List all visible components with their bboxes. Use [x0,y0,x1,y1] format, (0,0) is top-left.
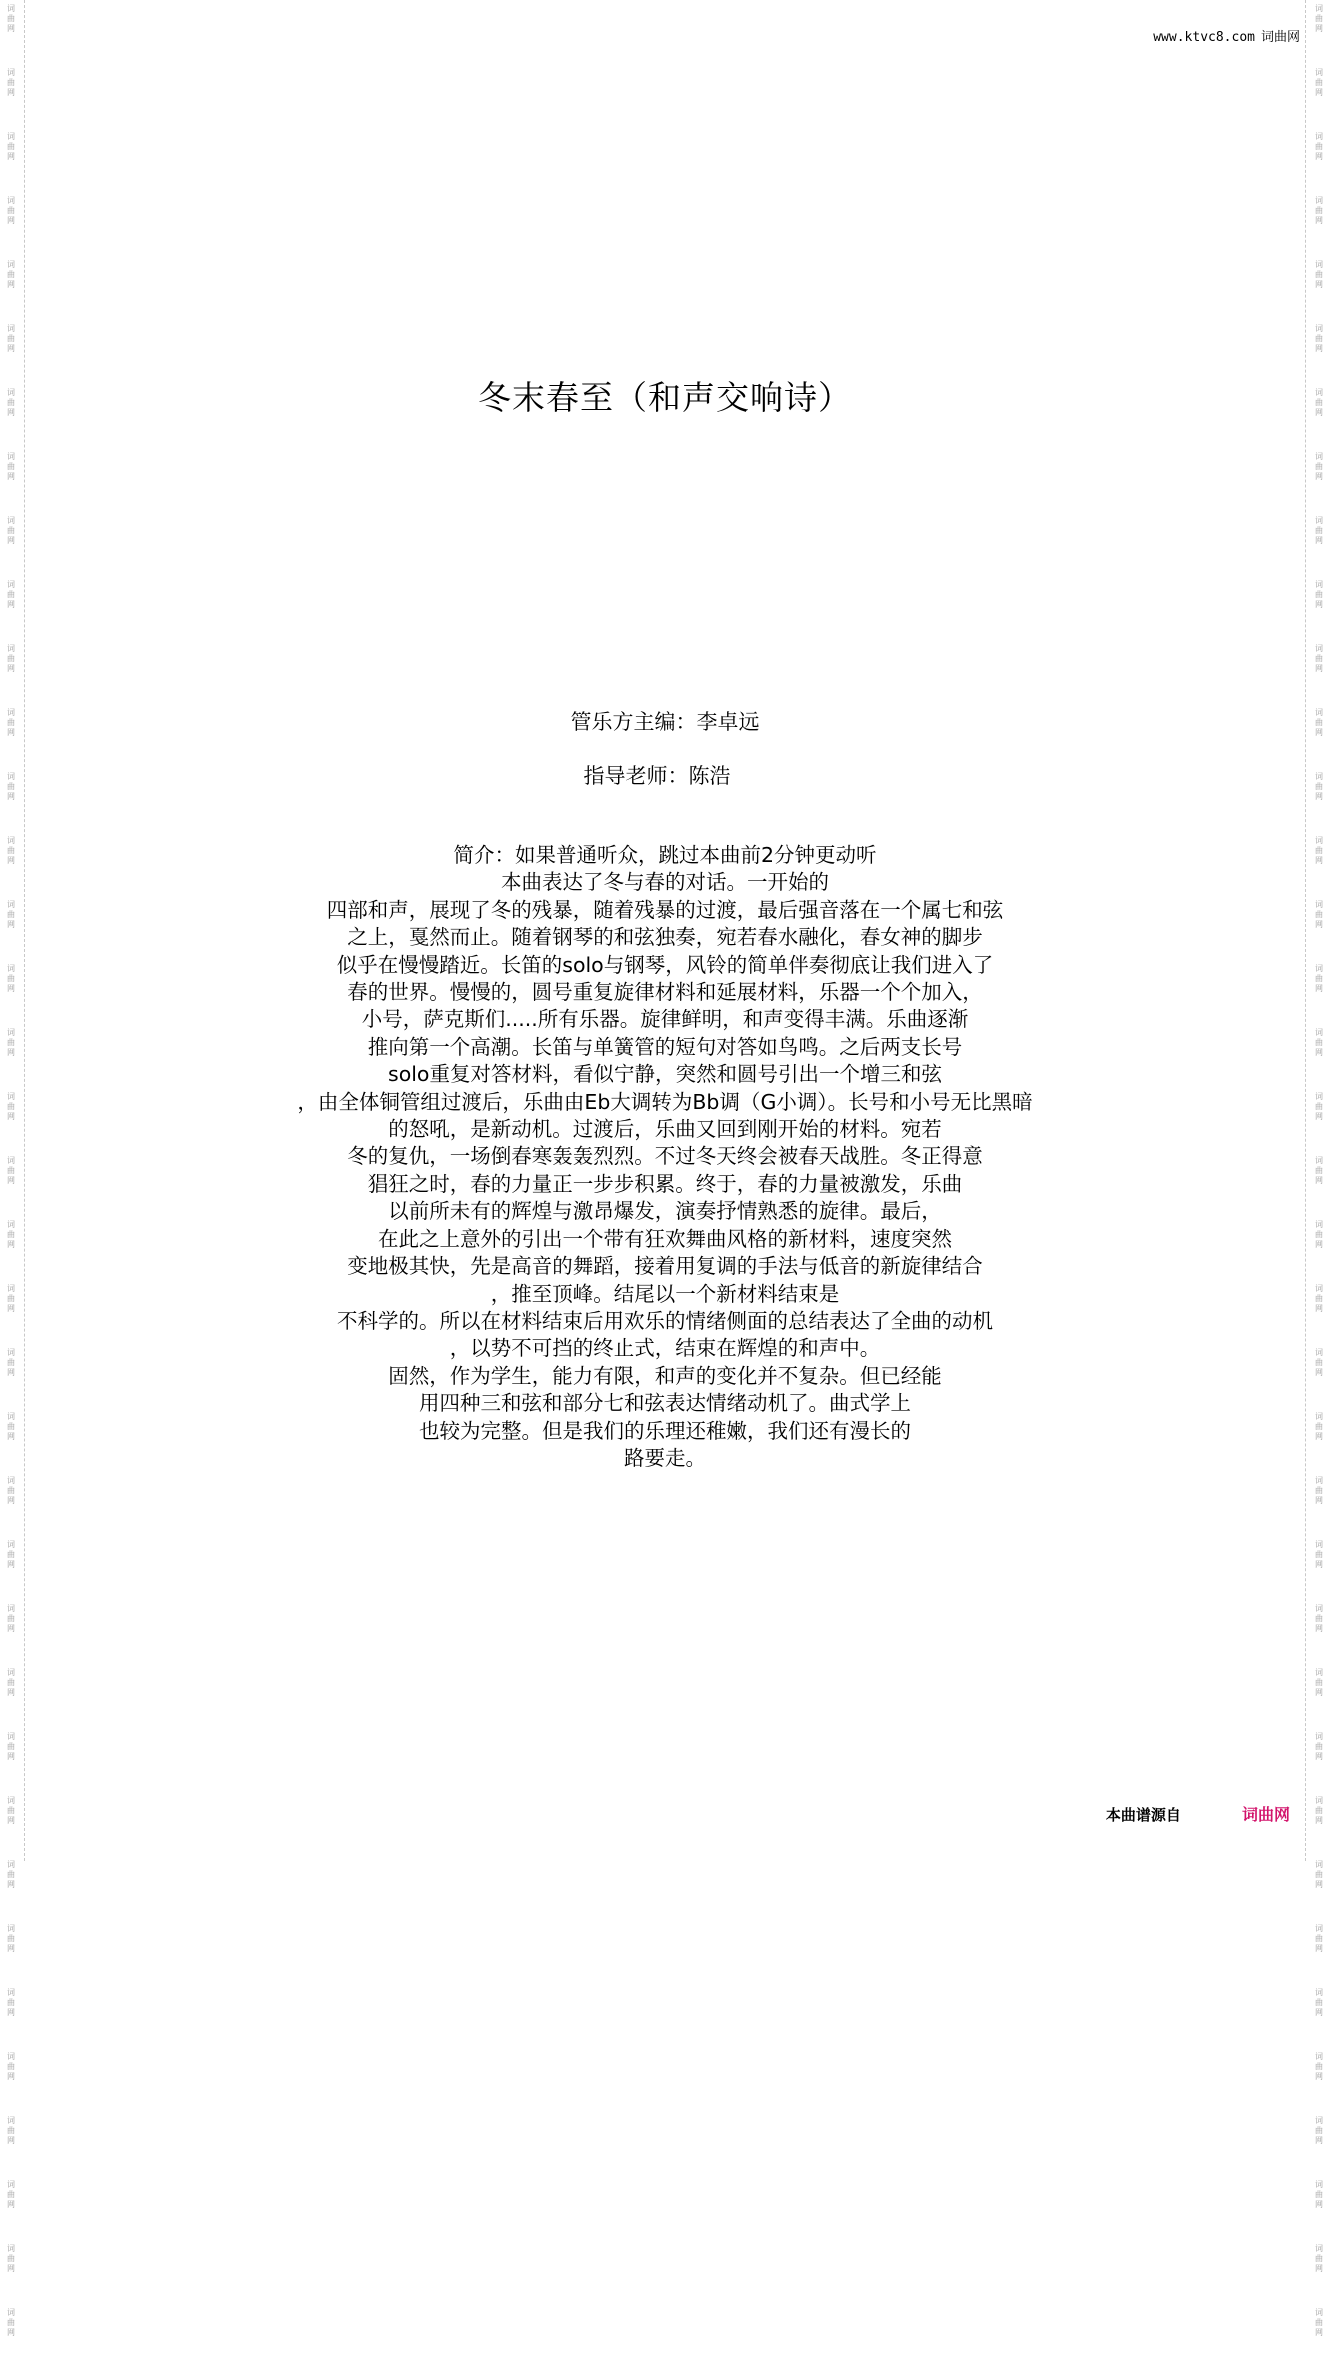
watermark-mark: 词 曲 网 [1315,836,1323,865]
watermark-mark: 词 曲 网 [7,1284,15,1313]
watermark-mark: 词 曲 网 [7,772,15,801]
watermark-mark: 词 曲 网 [1315,260,1323,289]
watermark-mark: 词 曲 网 [1315,708,1323,737]
watermark-mark: 词 曲 网 [1315,4,1323,33]
watermark-mark: 词 曲 网 [7,260,15,289]
watermark-mark: 词 曲 网 [1315,1156,1323,1185]
site-header [1153,26,1300,45]
intro-line: 推向第一个高潮。长笛与单簧管的短句对答如鸟鸣。之后两支长号 [367,1034,963,1059]
page-footer [1106,1802,1290,1825]
intro-line: 不科学的。所以在材料结束后用欢乐的情绪侧面的总结表达了全曲的动机 [337,1308,993,1333]
watermark-mark: 词 曲 网 [1315,1284,1323,1313]
watermark-mark: 词 曲 网 [1315,1412,1323,1441]
watermark-mark: 词 曲 网 [7,900,15,929]
intro-line: 简介：如果普通听众，跳过本曲前2分钟更动听 [453,843,877,867]
site-name: 词曲网 [1260,30,1300,45]
intro-line: 春的世界。慢慢的，圆号重复旋律材料和延展材料，乐器一个个加入， [347,980,983,1005]
watermark-mark: 词 曲 网 [1315,2052,1323,2081]
watermark-mark: 词 曲 网 [7,2180,15,2209]
watermark-mark: 词 曲 网 [1315,580,1323,609]
watermark-mark: 词 曲 网 [7,1156,15,1185]
watermark-mark: 词 曲 网 [7,1412,15,1441]
page-title: 冬末春至（和声交响诗） [478,378,852,417]
intro-line: 的怒吼，是新动机。过渡后，乐曲又回到刚开始的材料。宛若 [388,1117,942,1142]
watermark-mark: 词 曲 网 [1315,644,1323,673]
advisor-credit: 指导老师：陈浩 [583,764,731,788]
watermark-mark: 词 曲 网 [7,964,15,993]
editor-credit: 管乐方主编：李卓远 [570,710,760,734]
watermark-mark: 词 曲 网 [7,1540,15,1569]
watermark-mark: 词 曲 网 [7,516,15,545]
watermark-mark: 词 曲 网 [1315,196,1323,225]
watermark-mark: 词 曲 网 [7,1604,15,1633]
watermark-mark: 词 曲 网 [1315,964,1323,993]
watermark-mark: 词 曲 网 [1315,1092,1323,1121]
watermark-mark: 词 曲 网 [7,580,15,609]
intro-line: 固然，作为学生，能力有限，和声的变化并不复杂。但已经能 [388,1363,942,1388]
site-logo-link[interactable]: 词曲网 [1241,1805,1290,1824]
watermark-mark: 词 曲 网 [7,68,15,97]
watermark-mark: 词 曲 网 [1315,1604,1323,1633]
intro-line: 之上，戛然而止。随着钢琴的和弦独奏，宛若春水融化，春女神的脚步 [347,925,983,950]
watermark-mark: 词 曲 网 [7,1220,15,1249]
watermark-mark: 词 曲 网 [7,2052,15,2081]
watermark-mark: 词 曲 网 [7,644,15,673]
watermark-mark: 词 曲 网 [1315,452,1323,481]
watermark-mark: 词 曲 网 [1315,1476,1323,1505]
watermark-mark: 词 曲 网 [1315,2244,1323,2273]
intro-text [0,842,1330,1472]
watermark-mark: 词 曲 网 [1315,772,1323,801]
watermark-mark: 词 曲 网 [7,708,15,737]
intro-line: ，推至顶峰。结尾以一个新材料结束是 [490,1281,840,1306]
watermark-mark: 词 曲 网 [1315,1860,1323,1889]
watermark-mark: 词 曲 网 [7,1732,15,1761]
watermark-mark: 词 曲 网 [1315,1668,1323,1697]
intro-line: 路要走。 [624,1445,706,1470]
intro-line: 在此之上意外的引出一个带有狂欢舞曲风格的新材料，速度突然 [378,1226,952,1251]
intro-line: 本曲表达了冬与春的对话。一开始的 [501,870,829,895]
watermark-mark: 词 曲 网 [1315,516,1323,545]
site-url-link[interactable]: www.ktvc8.com [1153,30,1255,45]
watermark-mark: 词 曲 网 [7,1924,15,1953]
watermark-mark: 词 曲 网 [7,4,15,33]
watermark-mark: 词 曲 网 [1315,1796,1323,1825]
watermark-mark: 词 曲 网 [1315,2180,1323,2209]
watermark-mark: 词 曲 网 [1315,1028,1323,1057]
watermark-mark: 词 曲 网 [7,2244,15,2273]
watermark-mark: 词 曲 网 [7,132,15,161]
watermark-mark: 词 曲 网 [1315,1348,1323,1377]
intro-line: 以前所未有的辉煌与激昂爆发，演奏抒情熟悉的旋律。最后， [388,1199,942,1224]
watermark-mark: 词 曲 网 [1315,2116,1323,2145]
watermark-mark: 词 曲 网 [7,1476,15,1505]
watermark-mark: 词 曲 网 [7,324,15,353]
intro-line: solo重复对答材料，看似宁静，突然和圆号引出一个增三和弦 [388,1062,942,1087]
watermark-mark: 词 曲 网 [1315,1988,1323,2017]
intro-line: 变地极其快，先是高音的舞蹈，接着用复调的手法与低音的新旋律结合 [347,1254,983,1279]
watermark-mark: 词 曲 网 [7,1796,15,1825]
watermark-mark: 词 曲 网 [7,836,15,865]
watermark-mark: 词 曲 网 [7,1988,15,2017]
watermark-mark: 词 曲 网 [1315,324,1323,353]
watermark-mark: 词 曲 网 [7,1092,15,1121]
watermark-mark: 词 曲 网 [7,1348,15,1377]
watermark-mark: 词 曲 网 [7,1668,15,1697]
source-label: 本曲谱源自 [1105,1806,1181,1824]
watermark-mark: 词 曲 网 [1315,1220,1323,1249]
watermark-mark: 词 曲 网 [1315,900,1323,929]
watermark-mark: 词 曲 网 [7,196,15,225]
intro-line: 也较为完整。但是我们的乐理还稚嫩，我们还有漫长的 [419,1418,911,1443]
intro-line: ，以势不可挡的终止式，结束在辉煌的和声中。 [449,1336,881,1361]
watermark-mark: 词 曲 网 [7,388,15,417]
watermark-mark: 词 曲 网 [1315,132,1323,161]
intro-line: 似乎在慢慢踏近。长笛的solo与钢琴，风铃的简单伴奏彻底让我们进入了 [336,952,994,977]
watermark-mark: 词 曲 网 [1315,1540,1323,1569]
intro-line: 小号，萨克斯们.....所有乐器。旋律鲜明，和声变得丰满。乐曲逐渐 [361,1007,969,1032]
watermark-mark: 词 曲 网 [1315,388,1323,417]
watermark-mark: 词 曲 网 [7,1028,15,1057]
watermark-mark: 词 曲 网 [7,2308,15,2337]
intro-line: 猖狂之时，春的力量正一步步积累。终于，春的力量被激发，乐曲 [367,1171,963,1196]
intro-line: ，由全体铜管组过渡后，乐曲由Eb大调转为Bb调（G小调）。长号和小号无比黑暗 [297,1089,1033,1114]
watermark-mark: 词 曲 网 [1315,1924,1323,1953]
intro-line: 用四种三和弦和部分七和弦表达情绪动机了。曲式学上 [419,1391,911,1416]
watermark-mark: 词 曲 网 [1315,1732,1323,1761]
watermark-mark: 词 曲 网 [1315,2308,1323,2337]
watermark-mark: 词 曲 网 [7,452,15,481]
watermark-mark: 词 曲 网 [7,2116,15,2145]
watermark-mark: 词 曲 网 [1315,68,1323,97]
watermark-mark: 词 曲 网 [7,1860,15,1889]
intro-line: 四部和声，展现了冬的残暴，随着残暴的过渡，最后强音落在一个属七和弦 [326,897,1004,922]
intro-line: 冬的复仇，一场倒春寒轰轰烈烈。不过冬天终会被春天战胜。冬正得意 [347,1144,983,1169]
